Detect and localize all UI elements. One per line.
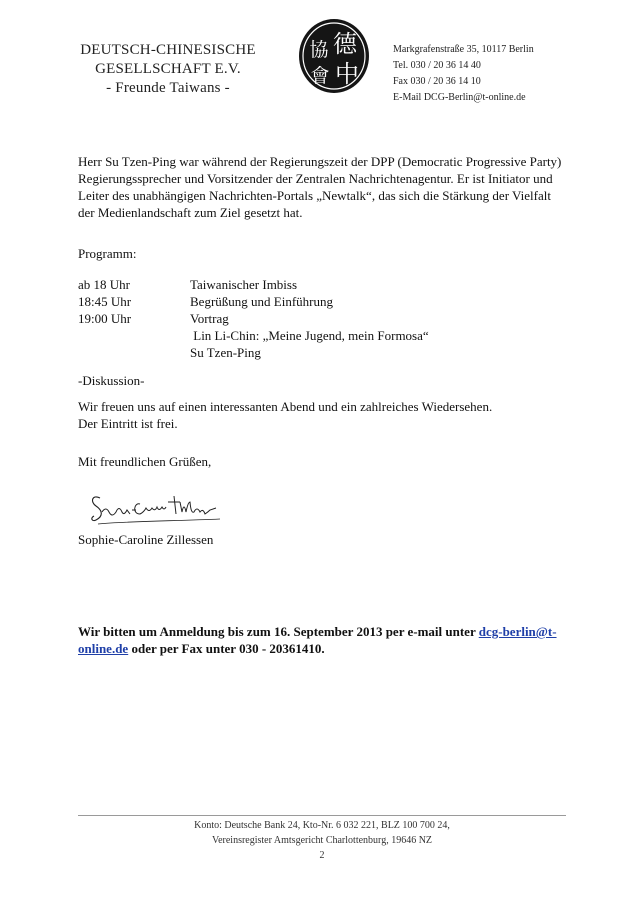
program-time: 19:00 Uhr <box>78 311 132 326</box>
program-item: Lin Li-Chin: „Meine Jugend, mein Formosa“ <box>190 328 429 343</box>
phone-number: Tel. 030 / 20 36 14 40 <box>393 60 481 71</box>
footer <box>78 818 566 863</box>
footer-divider <box>78 815 566 816</box>
page-number: 2 <box>319 850 325 861</box>
postal-address: Markgrafenstraße 35, 10117 Berlin <box>393 44 534 55</box>
intro-line: Herr Su Tzen-Ping war während der Regierungszeit der DPP (Democratic Progressive Party) <box>78 154 562 169</box>
seal-emblem-icon <box>283 12 385 100</box>
program-heading: Programm: <box>78 246 137 261</box>
intro-paragraph <box>78 153 568 221</box>
society-seal-logo <box>283 12 385 100</box>
signer-name: Sophie-Caroline Zillessen <box>78 532 214 547</box>
email-address: E-Mail DCG-Berlin@t-online.de <box>393 92 526 103</box>
contact-block <box>393 42 534 106</box>
svg-text:德: 德 <box>333 30 357 58</box>
closing-paragraph <box>78 398 492 432</box>
org-name-line1: DEUTSCH-CHINESISCHE <box>80 42 256 58</box>
discussion-label: -Diskussion- <box>78 373 145 388</box>
registry-details: Vereinsregister Amtsgericht Charlottenburg, 19646 NZ <box>211 835 433 846</box>
program-item: Su Tzen-Ping <box>190 345 261 360</box>
closing-line: Der Eintritt ist frei. <box>78 416 178 431</box>
registration-text: Wir bitten um Anmeldung bis zum 16. September 2013 per e-mail unter <box>78 624 479 639</box>
bank-details: Konto: Deutsche Bank 24, Kto-Nr. 6 032 221, BLZ 100 700 24, <box>194 820 450 831</box>
intro-line: Regierungssprecher und Vorsitzender der Zentralen Nachrichtenagentur. Er ist Initiator und <box>78 171 553 186</box>
program-item: Vortrag <box>190 311 229 326</box>
program-item: Taiwanischer Imbiss <box>190 277 298 292</box>
org-tagline: - Freunde Taiwans - <box>106 80 230 96</box>
intro-line: Leiter des unabhängigen Nachrichten-Portals „Newtalk“, das sich die Stärkung der Vielfalt <box>78 188 551 203</box>
signature-icon <box>88 488 228 534</box>
handwritten-signature <box>88 488 228 534</box>
registration-note <box>78 623 568 657</box>
email-link-continued[interactable]: online.de <box>78 641 129 656</box>
intro-line: der Medienlandschaft zum Ziel gesetzt hat. <box>78 205 303 220</box>
org-name-line2: GESELLSCHAFT E.V. <box>95 61 241 77</box>
program-item: Begrüßung und Einführung <box>190 294 333 309</box>
email-link[interactable]: dcg-berlin@t- <box>478 624 557 639</box>
organization-name <box>62 41 274 98</box>
svg-text:中: 中 <box>335 60 359 88</box>
greeting: Mit freundlichen Grüßen, <box>78 454 212 469</box>
svg-text:會: 會 <box>310 65 330 87</box>
fax-number: Fax 030 / 20 36 14 10 <box>393 76 481 87</box>
program-time: ab 18 Uhr <box>78 277 130 292</box>
closing-line: Wir freuen uns auf einen interessanten Abend und ein zahlreiches Wiedersehen. <box>78 399 493 414</box>
svg-text:協: 協 <box>309 39 329 61</box>
program-time: 18:45 Uhr <box>78 294 132 309</box>
registration-fax-text: oder per Fax unter 030 - 20361410. <box>128 641 325 656</box>
